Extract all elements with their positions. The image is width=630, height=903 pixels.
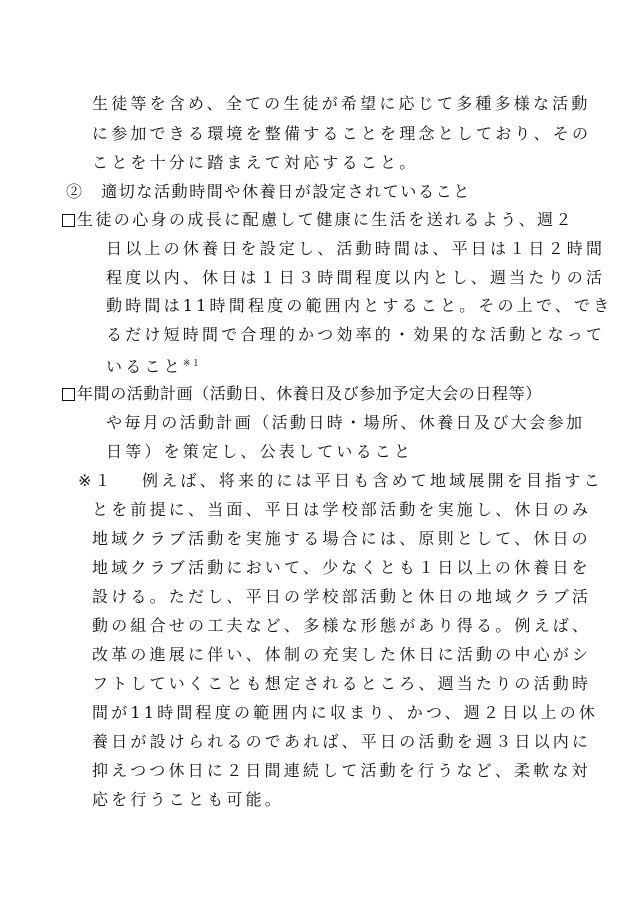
footnote-mark: ※１	[78, 471, 114, 490]
check1-line-6	[106, 354, 201, 377]
check2-line-1: 年間の活動計画（活動日、休養日及び参加予定大会の日程等）	[77, 384, 542, 403]
footnote-line-11: 抑えつつ休日に２日間連続して活動を行うなど、柔軟な対	[92, 761, 591, 780]
footnote-line-7: 改革の進展に伴い、体制の充実した休日に活動の中心がシ	[92, 645, 592, 664]
check2-line-3: 日等）を策定し、公表していること	[106, 442, 414, 461]
section-heading: ② 適切な活動時間や休養日が設定されていること	[66, 182, 471, 201]
check1-line-1: 生徒の心身の成長に配慮して健康に生活を送れるよう、週２	[77, 210, 574, 229]
footnote-line-9: 間が11時間程度の範囲内に収まり、かつ、週２日以上の休	[92, 703, 599, 722]
check1-line-6-text: いること	[106, 357, 183, 376]
intro-line-1: 生徒等を含め、全ての生徒が希望に応じて多種多様な活動	[92, 94, 591, 113]
check2-line-2: や毎月の活動計画（活動日時・場所、休養日及び大会参加	[106, 413, 585, 432]
intro-line-2: に参加できる環境を整備することを理念としており、その	[92, 124, 592, 143]
checkbox-rest-days[interactable]	[62, 214, 75, 227]
footnote-ref: ※１	[182, 359, 202, 369]
footnote-line-4: 地域クラブ活動において、少なくとも１日以上の休養日を	[92, 558, 591, 577]
footnote-line-8: フトしていくことも想定されるところ、週当たりの活動時	[92, 674, 592, 693]
footnote-line-10: 養日が設けられるのであれば、平日の活動を週３日以内に	[92, 732, 592, 751]
check1-line-3: 程度以内、休日は１日３時間程度以内とし、週当たりの活	[106, 268, 606, 287]
check1-line-5: るだけ短時間で合理的かつ効率的・効果的な活動となって	[106, 325, 606, 344]
footnote-line-6: 動の組合せの工夫など、多様な形態があり得る。例えば、	[92, 616, 592, 635]
check1-line-4: 動時間は11時間程度の範囲内とすること。その上で、でき	[106, 296, 613, 315]
footnote-line-3: 地域クラブ活動を実施する場合には、原則として、休日の	[92, 529, 591, 548]
checkbox-activity-plan[interactable]	[62, 388, 75, 401]
check1-line-2: 日以上の休養日を設定し、活動時間は、平日は１日２時間	[106, 239, 606, 258]
footnote-line-1: 例えば、将来的には平日も含めて地域展開を目指すこ	[142, 471, 603, 490]
intro-line-3: ことを十分に踏まえて対応すること。	[92, 153, 419, 172]
footnote-line-2: とを前提に、当面、平日は学校部活動を実施し、休日のみ	[92, 500, 592, 519]
footnote-line-5: 設ける。ただし、平日の学校部活動と休日の地域クラブ活	[92, 587, 592, 606]
footnote-line-12: 応を行うことも可能。	[92, 790, 285, 809]
